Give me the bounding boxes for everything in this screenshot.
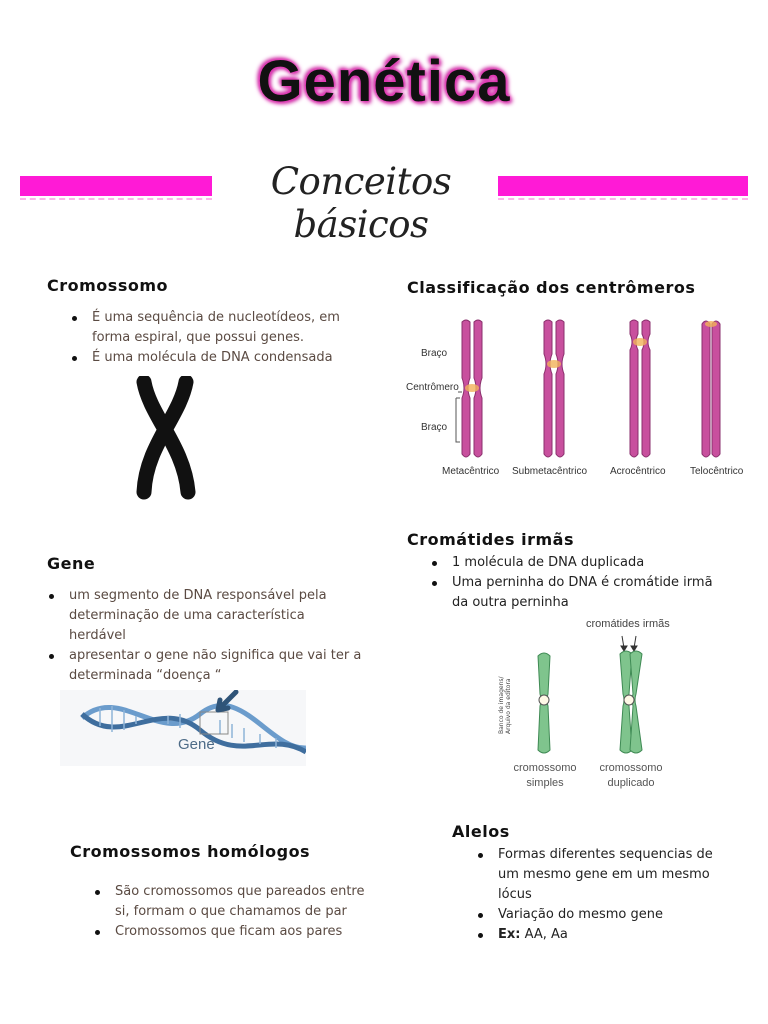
sister-chromatids-figure xyxy=(496,616,696,794)
alelos-list xyxy=(474,845,724,945)
example-value: AA, Aa xyxy=(520,927,568,942)
type-submetacentrico: Submetacêntrico xyxy=(512,466,588,477)
type-metacentrico: Metacêntrico xyxy=(442,466,500,477)
label-cromatides-irmas: cromátides irmãs xyxy=(586,618,670,630)
credit-line: Banco de imagens/ xyxy=(498,676,505,734)
list-item: Cromossomos que ficam aos pares xyxy=(91,922,381,942)
type-telocentrico: Telocêntrico xyxy=(690,466,744,477)
type-acrocentrico: Acrocêntrico xyxy=(610,466,666,477)
list-item: Uma perninha do DNA é cromátide irmã da outra perninha xyxy=(428,573,728,613)
list-item: apresentar o gene não significa que vai ter a determinada “doença “ xyxy=(45,646,365,686)
dna-gene-figure xyxy=(60,690,306,766)
list-item: É uma sequência de nucleotídeos, em forma espiral, que possui genes. xyxy=(68,308,358,348)
chromosome-x-icon xyxy=(124,376,214,500)
label-braco-top: Braço xyxy=(421,348,448,359)
section-heading-gene: Gene xyxy=(47,554,96,573)
list-item: Formas diferentes sequencias de um mesmo gene em um mesmo lócus xyxy=(474,845,724,905)
section-heading-alelos: Alelos xyxy=(452,822,510,841)
list-item: 1 molécula de DNA duplicada xyxy=(428,553,728,573)
list-item: um segmento de DNA responsável pela determinação de uma característica herdável xyxy=(45,586,365,646)
label-braco-bottom: Braço xyxy=(421,422,448,433)
label-centromero: Centrômero xyxy=(406,382,459,393)
section-heading-centromeros: Classificação dos centrômeros xyxy=(407,278,696,297)
cromatides-list xyxy=(428,553,728,613)
list-item: Variação do mesmo gene xyxy=(474,905,724,925)
credit-line: Arquivo da editora xyxy=(505,678,512,734)
cromossomo-list xyxy=(68,308,358,368)
homologos-list xyxy=(91,882,381,942)
example-label: Ex: xyxy=(498,927,521,942)
list-item xyxy=(474,925,724,945)
list-item: São cromossomos que pareados entre si, formam o que chamamos de par xyxy=(91,882,381,922)
list-item: É uma molécula de DNA condensada xyxy=(68,348,358,368)
label-duplicado-1: cromossomo xyxy=(599,762,663,774)
dna-helix-icon xyxy=(60,690,306,766)
centromere-figure xyxy=(406,314,760,486)
gene-list xyxy=(45,586,365,686)
page-title: Genética xyxy=(257,49,511,114)
label-simple-2: simples xyxy=(526,777,564,789)
section-heading-homologos: Cromossomos homólogos xyxy=(70,842,311,861)
label-duplicado-2: duplicado xyxy=(607,777,655,789)
gene-figure-label: Gene xyxy=(178,736,215,753)
decorative-bar-right xyxy=(498,176,748,196)
decorative-dash-left xyxy=(20,198,212,200)
centromere-chromosomes-icon xyxy=(406,314,760,464)
label-simple-1: cromossomo xyxy=(513,762,577,774)
decorative-dash-right xyxy=(498,198,748,200)
subtitle: Conceitos básicos xyxy=(270,160,452,246)
decorative-bar-left xyxy=(20,176,212,196)
section-heading-cromossomo: Cromossomo xyxy=(47,276,168,295)
section-heading-cromatides: Cromátides irmãs xyxy=(407,530,574,549)
